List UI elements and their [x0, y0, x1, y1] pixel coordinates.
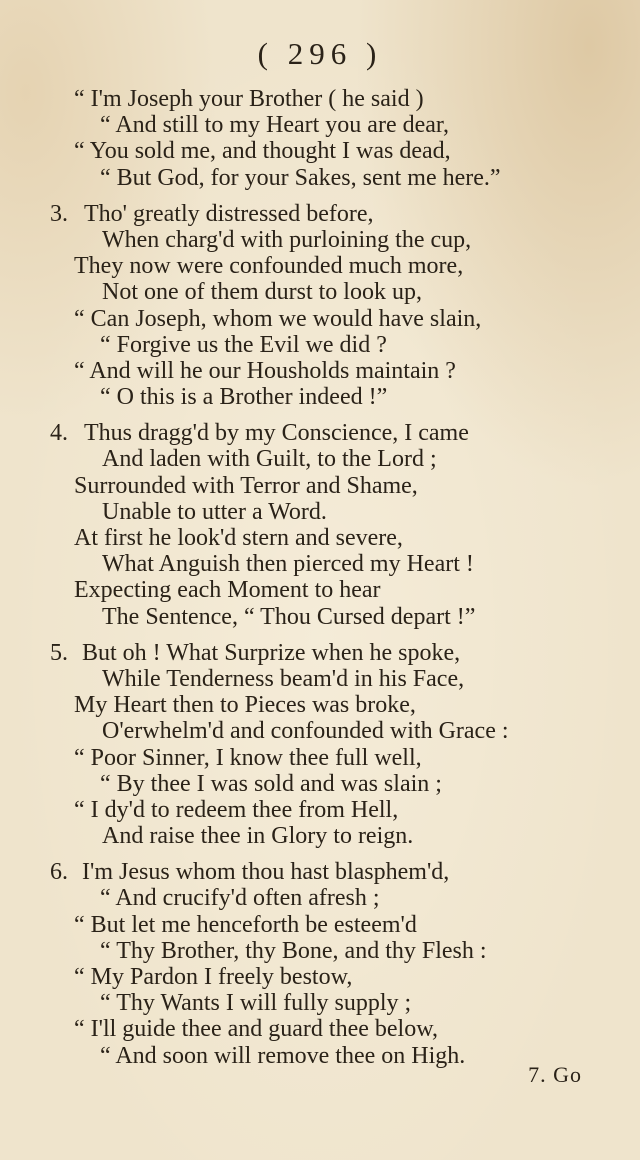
verse-line: [0, 332, 640, 358]
verse-line: [0, 990, 640, 1016]
verse-line: [0, 823, 640, 849]
verse-line: [0, 112, 640, 138]
stanza: [0, 859, 640, 1069]
verse-line: [0, 86, 640, 112]
verse-line-text: My Heart then to Pieces was broke,: [74, 692, 416, 719]
verse-line-text: When charg'd with purloining the cup,: [102, 226, 472, 253]
verse-line-text: “ And will he our Housholds maintain ?: [74, 357, 456, 384]
verse-line: [0, 964, 640, 990]
verse-line-text: “ O this is a Brother indeed !”: [100, 384, 388, 411]
verse-line: [0, 551, 640, 577]
verse-line-text: O'erwhelm'd and confounded with Grace :: [102, 718, 509, 745]
verse-line-text: “ And crucify'd often afresh ;: [100, 885, 380, 912]
verse-line: [0, 446, 640, 472]
catchword: 7. Go: [528, 1062, 582, 1087]
verse-line: [0, 253, 640, 279]
verse-line-text: “ I'm Joseph your Brother ( he said ): [74, 86, 424, 112]
verse-line-text: But oh ! What Surprize when he spoke,: [82, 639, 461, 666]
verse-line: [0, 604, 640, 630]
verse-line-text: “ And soon will remove thee on High.: [100, 1042, 466, 1069]
verse-line: [0, 306, 640, 332]
verse-line-text: The Sentence, “ Thou Cursed depart !”: [102, 603, 476, 630]
verse-line-text: While Tenderness beam'd in his Face,: [102, 665, 465, 692]
verse-line-text: “ Forgive us the Evil we did ?: [100, 331, 387, 358]
verse-line: [0, 279, 640, 305]
page-number: ( 296 ): [257, 36, 383, 71]
verse-line-text: “ And still to my Heart you are dear,: [100, 112, 449, 139]
verse-line: [0, 138, 640, 164]
stanza-number: 3.: [50, 200, 68, 227]
stanza-number: 6.: [50, 859, 68, 886]
verse-line: [0, 797, 640, 823]
verse-line-text: And raise thee in Glory to reign.: [102, 823, 414, 850]
verse-line-text: Thus dragg'd by my Conscience, I came: [84, 420, 469, 447]
verse-line-text: Surrounded with Terror and Shame,: [74, 472, 418, 499]
verse-line-text: “ I dy'd to redeem thee from Hell,: [74, 796, 399, 823]
verse-line: [0, 577, 640, 603]
verse-line: [0, 771, 640, 797]
stanza-number: 4.: [50, 420, 68, 447]
verse-line-text: What Anguish then pierced my Heart !: [102, 551, 474, 578]
verse-line-text: “ You sold me, and thought I was dead,: [74, 138, 451, 165]
verse-line: [0, 692, 640, 718]
verse-line: [0, 666, 640, 692]
verse-line-text: “ By thee I was sold and was slain ;: [100, 770, 442, 797]
verse-line-text: “ Thy Wants I will fully supply ;: [100, 990, 412, 1017]
verse-line-text: “ Poor Sinner, I know thee full well,: [74, 744, 422, 771]
verse-line-text: Tho' greatly distressed before,: [84, 200, 374, 227]
verse-line: [0, 1016, 640, 1042]
verse-line: [0, 499, 640, 525]
verse-line: [0, 885, 640, 911]
verse-line: [0, 525, 640, 551]
verse-line: [0, 358, 640, 384]
verse-line-text: “ But God, for your Sakes, sent me here.”: [100, 164, 501, 191]
verse-line-text: Not one of them durst to look up,: [102, 279, 422, 306]
verse-line-text: At first he look'd stern and severe,: [74, 525, 403, 551]
verse-line: [0, 640, 640, 666]
verse-line-text: “ I'll guide thee and guard thee below,: [74, 1016, 438, 1043]
stanza: [0, 420, 640, 630]
verse-line: [0, 201, 640, 227]
verse-line-text: Expecting each Moment to hear: [74, 577, 381, 604]
verse-line: [0, 912, 640, 938]
verse-line-text: “ Can Joseph, whom we would have slain,: [74, 305, 482, 332]
verse-line-text: They now were confounded much more,: [74, 253, 464, 280]
stanza: [0, 86, 640, 191]
verse-line-text: “ Thy Brother, thy Bone, and thy Flesh :: [100, 937, 487, 964]
verse-line: [0, 938, 640, 964]
verse-line: [0, 420, 640, 446]
verse-line: [0, 718, 640, 744]
verse-line: [0, 227, 640, 253]
verse-line: [0, 745, 640, 771]
verse-line: [0, 859, 640, 885]
verse-line: [0, 384, 640, 410]
verse-line-text: I'm Jesus whom thou hast blasphem'd,: [82, 859, 450, 886]
stanza: [0, 640, 640, 850]
verse-line: [0, 473, 640, 499]
stanza-number: 5.: [50, 639, 68, 666]
verse-line-text: “ But let me henceforth be esteem'd: [74, 911, 417, 938]
verse-line-text: Unable to utter a Word.: [102, 498, 327, 525]
hymn-text: [0, 86, 640, 1069]
verse-line: [0, 165, 640, 191]
stanza: [0, 201, 640, 411]
verse-line-text: And laden with Guilt, to the Lord ;: [102, 446, 437, 473]
verse-line-text: “ My Pardon I freely bestow,: [74, 964, 353, 990]
